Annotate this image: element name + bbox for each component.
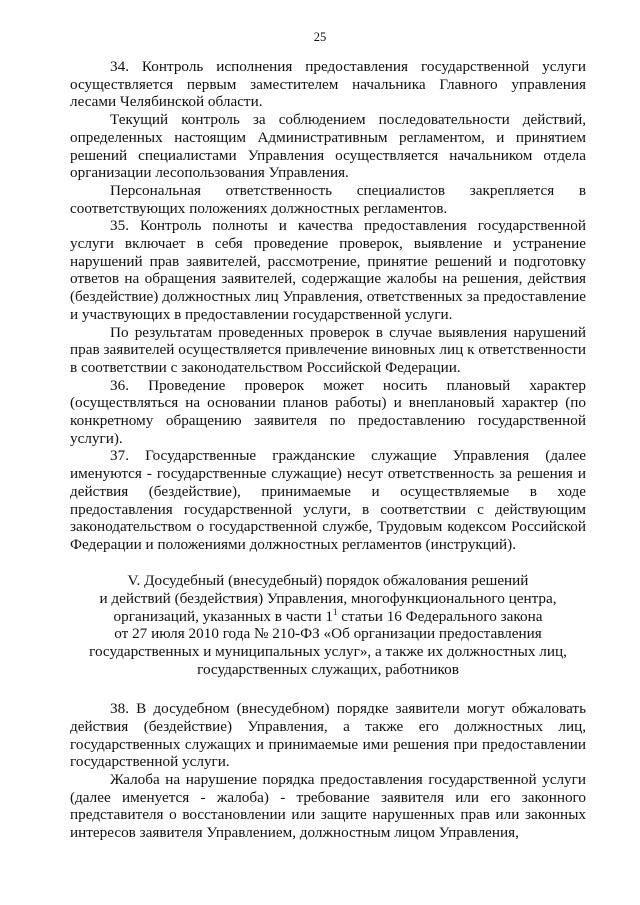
paragraph-current-control: Текущий контроль за соблюдением последовательности действий, определенных настоящим Административным регламентом, и принятием решений специалистами Управления осуществляется начальником отдела организации лесопользования Управления.	[70, 111, 586, 182]
document-body	[70, 58, 586, 842]
page-number: 25	[313, 30, 327, 44]
paragraph-38: 38. В досудебном (внесудебном) порядке заявители могут обжаловать действия (бездействие) Управления, а также его должностных лиц, государственных служащих и принимаемые ими решения при предоставлении государственной услуги.	[70, 700, 586, 771]
superscript: 1	[333, 606, 338, 617]
section-heading-text: статьи 16 Федерального закона	[337, 607, 543, 625]
section-heading-line: государственных и муниципальных услуг», а также их должностных лиц,	[89, 643, 567, 661]
paragraph-inspection-results: По результатам проведенных проверок в случае выявления нарушений прав заявителей осуществляется привлечение виновных лиц к ответственности в соответствии с законодательством Российской Федерации.	[70, 323, 586, 376]
section-heading-text: организаций, указанных в части 1	[113, 607, 333, 625]
paragraph-36: 36. Проведение проверок может носить плановый характер (осуществляться на основании планов работы) и внеплановый характер (по конкретному обращению заявителя по предоставлению государственной услуги).	[70, 376, 586, 447]
section-heading-line: государственных служащих, работников	[197, 661, 459, 679]
section-heading-line: V. Досудебный (внесудебный) порядок обжалования решений	[127, 571, 529, 589]
paragraph-34: 34. Контроль исполнения предоставления государственной услуги осуществляется первым заместителем начальника Главного управления лесами Челябинской области.	[70, 58, 586, 111]
section-heading	[70, 572, 586, 679]
paragraph-37: 37. Государственные гражданские служащие Управления (далее именуются - государственные служащие) несут ответственность за решения и действия (бездействие), принимаемые и осуществляемые в ходе предоставления государственной услуги, в соответствии с действующим законодательством о государственной службе, Трудовым кодексом Российской Федерации и положениями должностных регламентов (инструкций).	[70, 447, 586, 553]
section-heading-line	[70, 608, 586, 626]
paragraph-personal-responsibility: Персональная ответственность специалистов закрепляется в соответствующих положениях должностных регламентов.	[70, 181, 586, 217]
paragraph-complaint-definition: Жалоба на нарушение порядка предоставления государственной услуги (далее именуется - жалоба) - требование заявителя или его законного представителя о восстановлении или защите нарушенных прав или законных интересов заявителя Управлением, должностным лицом Управления,	[70, 770, 586, 842]
section-heading-line: от 27 июля 2010 года № 210-ФЗ «Об организации предоставления	[114, 625, 542, 643]
section-heading-line: и действий (бездействия) Управления, многофункционального центра,	[99, 589, 557, 607]
paragraph-35: 35. Контроль полноты и качества предоставления государственной услуги включает в себя проведение проверок, выявление и устранение нарушений прав заявителей, рассмотрение, принятие решений и подготовку ответов на обращения заявителей, содержащие жалобы на решения, действия (бездействие) должностных лиц Управления, ответственных за предоставление и участвующих в предоставлении государственной услуги.	[70, 217, 586, 323]
